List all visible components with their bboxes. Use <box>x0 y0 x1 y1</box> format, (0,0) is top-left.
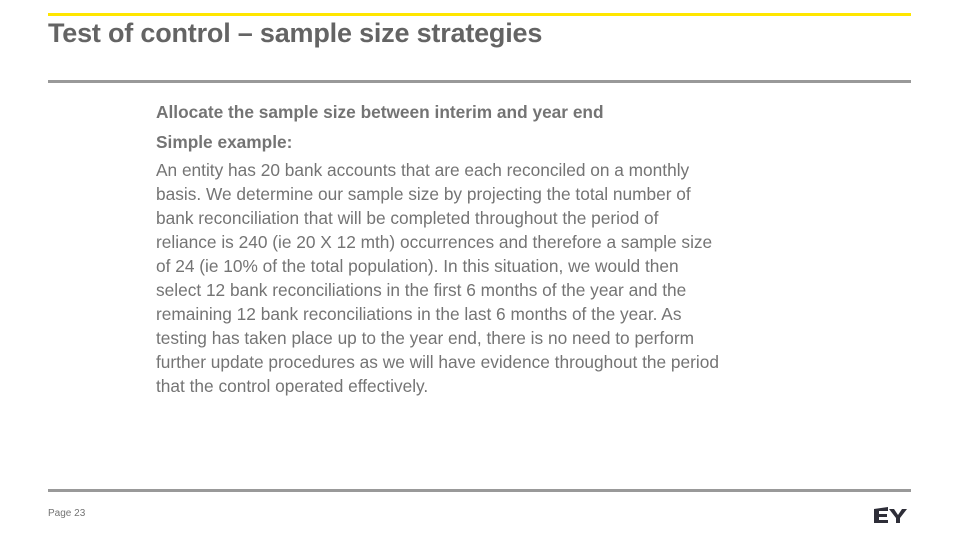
title-divider <box>48 80 911 83</box>
ey-logo-e-shape <box>874 507 888 523</box>
paragraph-line: testing has taken place up to the year end, there is no need to perform <box>156 328 694 348</box>
paragraph-line: An entity has 20 bank accounts that are each reconciled on a monthly <box>156 160 690 180</box>
slide-content <box>156 100 836 398</box>
paragraph-line: remaining 12 bank reconciliations in the last 6 months of the year. As <box>156 304 682 324</box>
paragraph-line: reliance is 240 (ie 20 X 12 mth) occurrences and therefore a sample size <box>156 232 713 252</box>
content-heading: Allocate the sample size between interim and year end <box>156 102 604 122</box>
paragraph-line: select 12 bank reconciliations in the first 6 months of the year and the <box>156 280 687 300</box>
paragraph-line: further update procedures as we will have evidence throughout the period <box>156 352 719 372</box>
footer-divider <box>48 489 911 492</box>
paragraph-line: that the control operated effectively. <box>156 376 429 396</box>
paragraph-line: basis. We determine our sample size by projecting the total number of <box>156 184 691 204</box>
example-paragraph <box>156 158 836 398</box>
top-accent-rule <box>48 13 911 16</box>
slide-title: Test of control – sample size strategies <box>48 18 543 48</box>
paragraph-line: of 24 (ie 10% of the total population). In this situation, we would then <box>156 256 679 276</box>
ey-logo-y-shape <box>889 509 907 523</box>
ey-logo <box>872 506 912 524</box>
paragraph-line: bank reconciliation that will be completed throughout the period of <box>156 208 659 228</box>
content-subheading: Simple example: <box>156 132 293 152</box>
page-number: Page 23 <box>48 508 86 519</box>
